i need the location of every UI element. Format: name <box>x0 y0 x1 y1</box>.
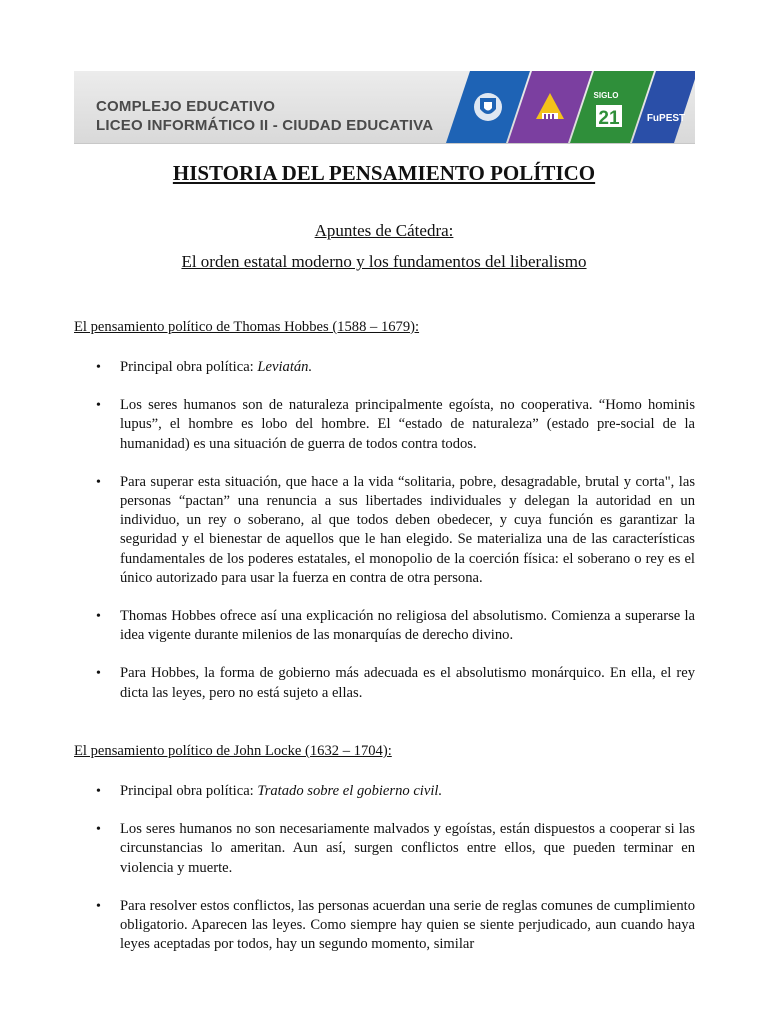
logo-strip <box>446 71 695 143</box>
document-title: HISTORIA DEL PENSAMIENTO POLÍTICO <box>172 161 596 185</box>
document-subtitle-1: Apuntes de Cátedra: <box>314 221 454 240</box>
list-item <box>74 820 695 878</box>
header-banner <box>74 71 695 144</box>
bullet-icon: • <box>96 398 101 414</box>
section-heading-locke: El pensamiento político de John Locke (1632 – 1704): <box>74 743 392 759</box>
hobbes-bullet-list <box>74 358 695 703</box>
bullet-icon: • <box>96 474 101 490</box>
bullet-text: Para superar esta situación, que hace a la vida “solitaria, pobre, desagradable, brutal y corta", las personas “pactan” una renuncia a sus libertades individuales y delegan la autoridad en un individuo, un rey o soberano, al que todos deben obedecer, y cuya función es garantizar la seguridad y el bienestar de aquellos que le han elegido. Se materializa una de las características fundamentales de los poderes estatales, el monopolio de la coerción física: el soberano o rey es el único autorizado para usar la fuerza en contra de otra persona. <box>120 473 695 586</box>
work-title: Leviatán. <box>257 359 313 375</box>
bullet-icon: • <box>96 666 101 682</box>
bullet-prefix: Principal obra política: <box>120 783 258 799</box>
bullet-icon: • <box>96 822 101 838</box>
list-item <box>74 782 695 801</box>
bullet-text: Los seres humanos no son necesariamente malvados y egoístas, están dispuestos a cooperar si las circunstancias lo ameritan. Aun así, surgen conflictos entre ellos, que pueden terminar en violencia y muerte. <box>120 821 695 876</box>
siglo21-number: 21 <box>598 108 620 129</box>
bullet-text: Para Hobbes, la forma de gobierno más adecuada es el absolutismo monárquico. En ella, el rey dicta las leyes, pero no está sujeto a ellas. <box>120 665 695 701</box>
section-heading-hobbes: El pensamiento político de Thomas Hobbes (1588 – 1679): <box>74 319 420 335</box>
bullet-text: Para resolver estos conflictos, las personas acuerdan una serie de reglas comunes de cumplimiento obligatorio. Aparecen las leyes. Como siempre hay quien se siente perjudicado, aun cuando haya leyes aceptadas por todos, hay un segundo momento, similar <box>120 897 695 953</box>
list-item <box>74 664 695 702</box>
list-item <box>74 396 695 454</box>
institution-line-2: LICEO INFORMÁTICO II - CIUDAD EDUCATIVA <box>96 117 434 134</box>
list-item <box>74 358 695 377</box>
bullet-icon: • <box>96 784 101 799</box>
institution-line-1: COMPLEJO EDUCATIVO <box>96 98 276 115</box>
fupest-label: FuPEST <box>646 113 686 124</box>
list-item <box>74 607 695 645</box>
list-item <box>74 473 695 588</box>
siglo21-label: SIGLO <box>593 91 619 100</box>
bullet-icon: • <box>96 609 101 625</box>
document-subtitle-2: El orden estatal moderno y los fundamentos del liberalismo <box>181 252 587 271</box>
list-item <box>74 897 695 955</box>
institution-name <box>96 97 433 135</box>
locke-bullet-list <box>74 782 695 954</box>
bullet-icon: • <box>96 898 101 914</box>
bullet-text: Los seres humanos son de naturaleza principalmente egoísta, no cooperativa. “Homo hominis lupus”, el hombre es lobo del hombre. El “estado de naturaleza” (estado pre-social de la humanidad) es una situación de guerra de todos contra todos. <box>120 397 695 452</box>
bullet-prefix: Principal obra política: <box>120 359 258 375</box>
work-title: Tratado sobre el gobierno civil. <box>257 783 443 799</box>
bullet-text: Thomas Hobbes ofrece así una explicación no religiosa del absolutismo. Comienza a superarse la idea vigente durante milenios de las monarquías de derecho divino. <box>120 608 695 644</box>
bullet-icon: • <box>96 360 101 375</box>
